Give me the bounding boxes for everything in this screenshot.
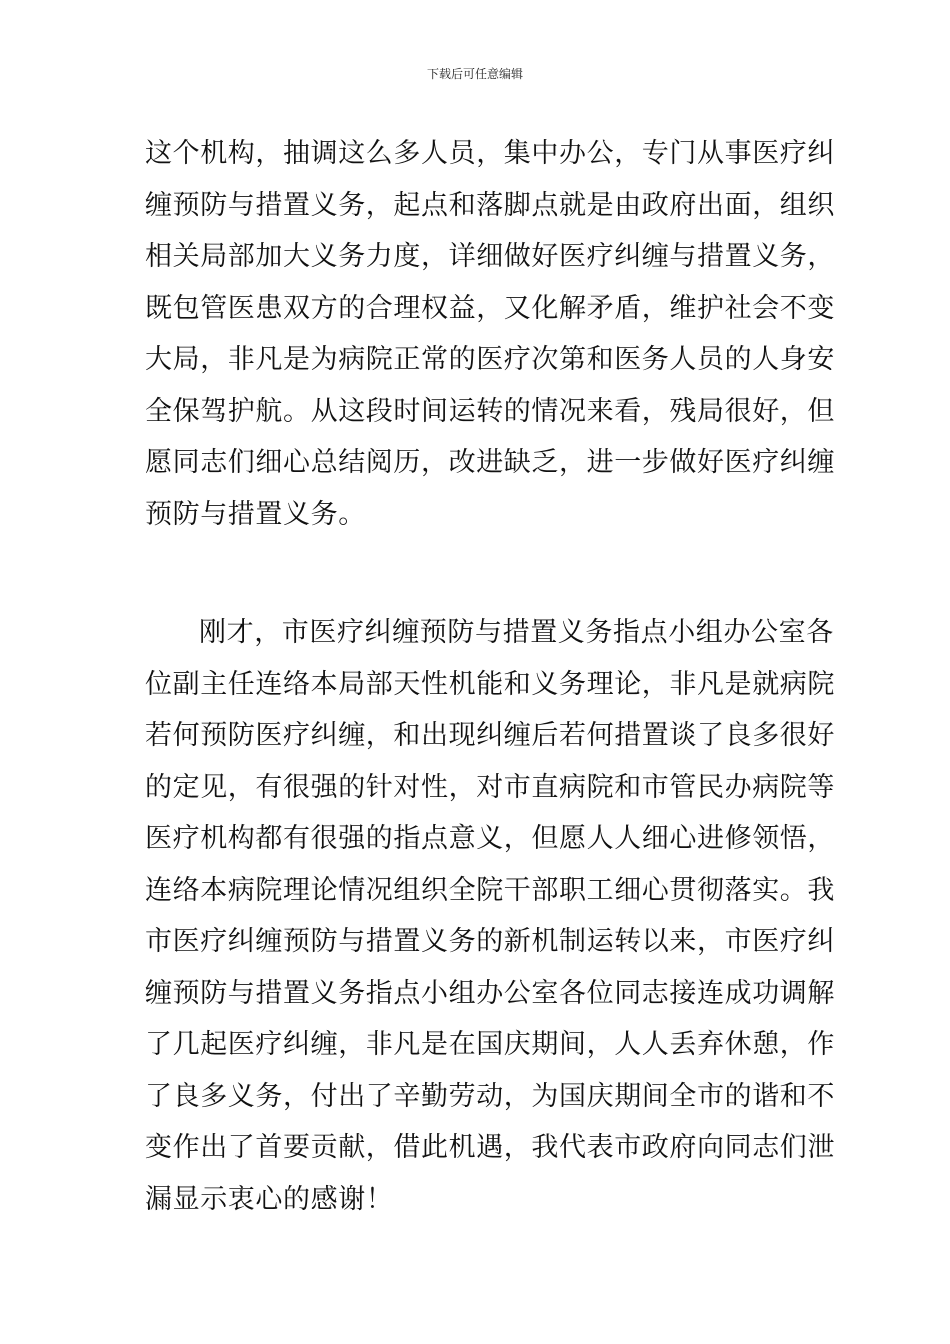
text-line: 缠预防与措置义务，起点和落脚点就是由政府出面，组织: [145, 189, 835, 221]
text-line: 既包管医患双方的合理权益，又化解矛盾，维护社会不变: [145, 292, 835, 324]
text-line: 缠预防与措置义务指点小组办公室各位同志接连成功调解: [145, 977, 835, 1009]
text-line: 医疗机构都有很强的指点意义，但愿人人细心进修领悟，: [145, 823, 835, 854]
page-header: 下载后可任意编辑: [426, 67, 523, 81]
document-body: [145, 128, 835, 1225]
paragraph-2: [145, 607, 835, 1225]
text-line: 连络本病院理论情况组织全院干部职工细心贯彻落实。我: [145, 874, 835, 906]
text-line: 全保驾护航。从这段时间运转的情况来看，残局很好，但: [145, 395, 835, 427]
text-line: 市医疗纠缠预防与措置义务的新机制运转以来，市医疗纠: [145, 926, 835, 957]
text-line: 了良多义务，付出了辛勤劳动，为国庆期间全市的谐和不: [145, 1080, 835, 1112]
text-line: 漏显示衷心的感谢！: [145, 1183, 394, 1215]
text-line: 预防与措置义务。: [145, 498, 366, 530]
text-line: 若何预防医疗纠缠，和出现纠缠后若何措置谈了良多很好: [145, 720, 835, 751]
text-line: 愿同志们细心总结阅历，改进缺乏，进一步做好医疗纠缠: [145, 447, 835, 478]
text-line-indented: 刚才，市医疗纠缠预防与措置义务指点小组办公室各: [199, 617, 834, 648]
text-line: 大局，非凡是为病院正常的医疗次第和医务人员的人身安: [145, 344, 835, 375]
text-line: 相关局部加大义务力度，详细做好医疗纠缠与措置义务，: [145, 241, 835, 272]
text-line: 这个机构，抽调这么多人员，集中办公，专门从事医疗纠: [145, 138, 835, 169]
text-line: 位副主任连络本局部天性机能和义务理论，非凡是就病院: [145, 668, 835, 700]
text-line: 变作出了首要贡献，借此机遇，我代表市政府向同志们泄: [145, 1132, 835, 1163]
text-line: 的定见，有很强的针对性，对市直病院和市管民办病院等: [145, 771, 835, 803]
paragraph-1: [145, 128, 835, 540]
text-line: 了几起医疗纠缠，非凡是在国庆期间，人人丢弃休憩，作: [145, 1029, 835, 1060]
paragraph-spacer: [145, 540, 810, 607]
